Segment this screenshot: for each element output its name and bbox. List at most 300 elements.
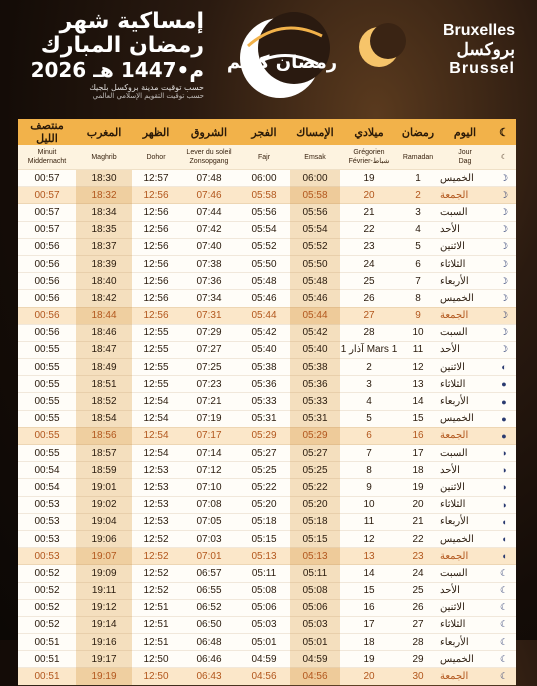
- maghrib-cell: 18:52: [76, 393, 132, 410]
- note-line2: حسب توقيت التقويم الإسلامي العالمي: [92, 91, 204, 100]
- ramadan-day-cell: 2: [398, 187, 438, 204]
- column-subheader: Dohor: [132, 145, 180, 170]
- midnight-cell: 00:55: [18, 376, 76, 393]
- fajr-cell: 05:18: [238, 513, 290, 530]
- emsak-cell: 05:06: [290, 599, 340, 616]
- fajr-cell: 05:31: [238, 410, 290, 427]
- dohor-cell: 12:52: [132, 530, 180, 547]
- gregorian-cell: 18: [340, 634, 398, 651]
- weekday-cell: الأحد: [438, 462, 492, 479]
- sunrise-cell: 07:05: [180, 513, 238, 530]
- table-row: [18, 479, 516, 496]
- sunrise-cell: 07:46: [180, 187, 238, 204]
- ramadan-day-cell: 20: [398, 496, 438, 513]
- ramadan-day-cell: 26: [398, 599, 438, 616]
- table-row: [18, 548, 516, 565]
- table-row: [18, 341, 516, 358]
- gregorian-cell: 11: [340, 513, 398, 530]
- emsak-cell: 05:38: [290, 359, 340, 376]
- sunrise-cell: 07:23: [180, 376, 238, 393]
- maghrib-cell: 19:11: [76, 582, 132, 599]
- dohor-cell: 12:53: [132, 513, 180, 530]
- midnight-cell: 00:55: [18, 393, 76, 410]
- header-row-arabic: [18, 119, 516, 145]
- sunrise-cell: 06:55: [180, 582, 238, 599]
- ramadan-day-cell: 7: [398, 273, 438, 290]
- table-row: [18, 651, 516, 668]
- moon-phase-icon: ☾: [492, 616, 516, 633]
- gregorian-cell: 7: [340, 445, 398, 462]
- city-dutch: Brussel: [449, 59, 515, 77]
- sunrise-cell: 07:27: [180, 341, 238, 358]
- maghrib-cell: 18:51: [76, 376, 132, 393]
- table-row: [18, 359, 516, 376]
- column-header: منتصف الليل: [18, 119, 76, 145]
- midnight-cell: 00:56: [18, 290, 76, 307]
- moon-subheader-icon: ☾: [492, 145, 516, 170]
- crescent-moon-icon: [356, 24, 402, 70]
- ramadan-day-cell: 5: [398, 238, 438, 255]
- midnight-cell: 00:51: [18, 668, 76, 685]
- fajr-cell: 05:15: [238, 530, 290, 547]
- gregorian-cell: 23: [340, 238, 398, 255]
- weekday-cell: الثلاثاء: [438, 255, 492, 272]
- timetable-body: [18, 170, 516, 686]
- ramadan-day-cell: 18: [398, 462, 438, 479]
- dohor-cell: 12:55: [132, 376, 180, 393]
- maghrib-cell: 19:16: [76, 634, 132, 651]
- weekday-cell: الثلاثاء: [438, 496, 492, 513]
- maghrib-cell: 18:44: [76, 307, 132, 324]
- moon-phase-icon: ☽: [492, 273, 516, 290]
- table-row: [18, 324, 516, 341]
- fajr-cell: 05:40: [238, 341, 290, 358]
- fajr-cell: 04:59: [238, 651, 290, 668]
- table-row: [18, 307, 516, 324]
- moon-phase-icon: ☾: [492, 668, 516, 685]
- column-header: ميلادي: [340, 119, 398, 145]
- weekday-cell: الاثنين: [438, 599, 492, 616]
- weekday-cell: السبت: [438, 324, 492, 341]
- fajr-cell: 05:46: [238, 290, 290, 307]
- fajr-cell: 06:00: [238, 170, 290, 187]
- moon-phase-icon: ◑: [492, 496, 516, 513]
- title-line1: إمساكية شهر: [59, 9, 204, 34]
- fajr-cell: 05:52: [238, 238, 290, 255]
- sunrise-cell: 07:42: [180, 221, 238, 238]
- gregorian-cell: 16: [340, 599, 398, 616]
- midnight-cell: 00:53: [18, 548, 76, 565]
- fajr-cell: 05:54: [238, 221, 290, 238]
- weekday-cell: الأحد: [438, 582, 492, 599]
- table-row: [18, 462, 516, 479]
- fajr-cell: 04:56: [238, 668, 290, 685]
- emsak-cell: 05:56: [290, 204, 340, 221]
- gregorian-cell: 12: [340, 530, 398, 547]
- emsak-cell: 04:56: [290, 668, 340, 685]
- column-subheader: Maghrib: [76, 145, 132, 170]
- ramadan-day-cell: 22: [398, 530, 438, 547]
- ramadan-day-cell: 19: [398, 479, 438, 496]
- city-block: [443, 22, 515, 78]
- dohor-cell: 12:52: [132, 565, 180, 582]
- moon-phase-icon: ☾: [492, 582, 516, 599]
- weekday-cell: الاثنين: [438, 359, 492, 376]
- dohor-cell: 12:54: [132, 445, 180, 462]
- fajr-cell: 05:56: [238, 204, 290, 221]
- header-row-latin: [18, 145, 516, 170]
- dohor-cell: 12:52: [132, 548, 180, 565]
- dohor-cell: 12:53: [132, 479, 180, 496]
- emsak-cell: 05:27: [290, 445, 340, 462]
- ramadan-day-cell: 12: [398, 359, 438, 376]
- dohor-cell: 12:54: [132, 393, 180, 410]
- moon-phase-icon: ☽: [492, 324, 516, 341]
- gregorian-cell: 27: [340, 307, 398, 324]
- sunrise-cell: 07:01: [180, 548, 238, 565]
- table-row: [18, 376, 516, 393]
- header: [0, 0, 537, 118]
- ramadan-day-cell: 29: [398, 651, 438, 668]
- emsak-cell: 05:03: [290, 616, 340, 633]
- moon-phase-icon: ◖: [492, 530, 516, 547]
- dohor-cell: 12:54: [132, 410, 180, 427]
- gregorian-cell: 20: [340, 668, 398, 685]
- weekday-cell: الأحد: [438, 221, 492, 238]
- weekday-cell: الأربعاء: [438, 634, 492, 651]
- ramadan-day-cell: 1: [398, 170, 438, 187]
- moon-phase-icon: ◑: [492, 479, 516, 496]
- midnight-cell: 00:52: [18, 582, 76, 599]
- sunrise-cell: 06:43: [180, 668, 238, 685]
- emsak-cell: 05:25: [290, 462, 340, 479]
- midnight-cell: 00:55: [18, 359, 76, 376]
- gregorian-cell: 19: [340, 651, 398, 668]
- fajr-cell: 05:01: [238, 634, 290, 651]
- fajr-cell: 05:03: [238, 616, 290, 633]
- column-subheader: Jour Dag: [438, 145, 492, 170]
- gregorian-cell: 10: [340, 496, 398, 513]
- gregorian-cell: 24: [340, 255, 398, 272]
- fajr-cell: 05:29: [238, 427, 290, 444]
- emsak-cell: 05:15: [290, 530, 340, 547]
- emsak-cell: 05:18: [290, 513, 340, 530]
- moon-phase-icon: ☽: [492, 255, 516, 272]
- maghrib-cell: 18:30: [76, 170, 132, 187]
- table-row: [18, 204, 516, 221]
- dohor-cell: 12:56: [132, 255, 180, 272]
- table-row: [18, 599, 516, 616]
- weekday-cell: الجمعة: [438, 668, 492, 685]
- fajr-cell: 05:25: [238, 462, 290, 479]
- column-subheader: Emsak: [290, 145, 340, 170]
- moon-phase-icon: ☾: [492, 599, 516, 616]
- column-subheader: Grégorien Février-شباط: [340, 145, 398, 170]
- fajr-cell: 05:11: [238, 565, 290, 582]
- emsak-cell: 05:31: [290, 410, 340, 427]
- table-row: [18, 273, 516, 290]
- dohor-cell: 12:51: [132, 616, 180, 633]
- column-header: الإمساك: [290, 119, 340, 145]
- gregorian-cell: 2: [340, 359, 398, 376]
- ramadan-day-cell: 8: [398, 290, 438, 307]
- sunrise-cell: 07:10: [180, 479, 238, 496]
- moon-phase-icon: ☾: [492, 565, 516, 582]
- gregorian-cell: 17: [340, 616, 398, 633]
- emsak-cell: 05:33: [290, 393, 340, 410]
- gregorian-cell: 1 آذار Mars 1: [340, 341, 398, 358]
- table-row: [18, 582, 516, 599]
- city-arabic: بروكسل: [456, 40, 515, 60]
- midnight-cell: 00:56: [18, 307, 76, 324]
- sunrise-cell: 07:17: [180, 427, 238, 444]
- ramadan-day-cell: 4: [398, 221, 438, 238]
- maghrib-cell: 19:19: [76, 668, 132, 685]
- fajr-cell: 05:44: [238, 307, 290, 324]
- table-row: [18, 238, 516, 255]
- ramadan-day-cell: 16: [398, 427, 438, 444]
- fajr-cell: 05:58: [238, 187, 290, 204]
- ramadan-day-cell: 10: [398, 324, 438, 341]
- city-french: Bruxelles: [442, 22, 515, 39]
- dohor-cell: 12:55: [132, 359, 180, 376]
- ramadan-day-cell: 27: [398, 616, 438, 633]
- fajr-cell: 05:36: [238, 376, 290, 393]
- maghrib-cell: 18:54: [76, 410, 132, 427]
- sunrise-cell: 07:48: [180, 170, 238, 187]
- sunrise-cell: 07:31: [180, 307, 238, 324]
- moon-phase-icon: ☾: [492, 634, 516, 651]
- dohor-cell: 12:53: [132, 462, 180, 479]
- emsak-cell: 05:20: [290, 496, 340, 513]
- sunrise-cell: 06:48: [180, 634, 238, 651]
- fajr-cell: 05:20: [238, 496, 290, 513]
- column-header: الفجر: [238, 119, 290, 145]
- midnight-cell: 00:54: [18, 479, 76, 496]
- moon-phase-icon: ☽: [492, 221, 516, 238]
- midnight-cell: 00:55: [18, 341, 76, 358]
- moon-phase-icon: ☽: [492, 290, 516, 307]
- moon-phase-icon: ☽: [492, 204, 516, 221]
- fajr-cell: 05:33: [238, 393, 290, 410]
- table-row: [18, 513, 516, 530]
- sunrise-cell: 07:19: [180, 410, 238, 427]
- emsak-cell: 05:50: [290, 255, 340, 272]
- moon-phase-icon: ☾: [492, 651, 516, 668]
- midnight-cell: 00:56: [18, 273, 76, 290]
- midnight-cell: 00:51: [18, 651, 76, 668]
- column-header: الظهر: [132, 119, 180, 145]
- dohor-cell: 12:55: [132, 324, 180, 341]
- gregorian-cell: 26: [340, 290, 398, 307]
- table-row: [18, 496, 516, 513]
- moon-phase-icon: ☽: [492, 307, 516, 324]
- fajr-cell: 05:22: [238, 479, 290, 496]
- maghrib-cell: 18:49: [76, 359, 132, 376]
- midnight-cell: 00:55: [18, 410, 76, 427]
- fajr-cell: 05:50: [238, 255, 290, 272]
- sunrise-cell: 07:08: [180, 496, 238, 513]
- midnight-cell: 00:57: [18, 170, 76, 187]
- gregorian-cell: 5: [340, 410, 398, 427]
- emsak-cell: 05:11: [290, 565, 340, 582]
- moon-phase-icon: ◖: [492, 548, 516, 565]
- table-row: [18, 427, 516, 444]
- emsak-cell: 05:44: [290, 307, 340, 324]
- midnight-cell: 00:56: [18, 255, 76, 272]
- gregorian-cell: 28: [340, 324, 398, 341]
- maghrib-cell: 18:37: [76, 238, 132, 255]
- maghrib-cell: 19:09: [76, 565, 132, 582]
- title-year: 2026 م•1447 هـ: [30, 57, 204, 82]
- table-row: [18, 565, 516, 582]
- maghrib-cell: 18:59: [76, 462, 132, 479]
- sunrise-cell: 06:46: [180, 651, 238, 668]
- gregorian-cell: 13: [340, 548, 398, 565]
- gregorian-cell: 25: [340, 273, 398, 290]
- moon-phase-icon: ◑: [492, 462, 516, 479]
- midnight-cell: 00:53: [18, 530, 76, 547]
- sunrise-cell: 07:14: [180, 445, 238, 462]
- title-block: [14, 10, 204, 100]
- table-row: [18, 668, 516, 685]
- table-row: [18, 530, 516, 547]
- maghrib-cell: 19:01: [76, 479, 132, 496]
- midnight-cell: 00:56: [18, 238, 76, 255]
- weekday-cell: الجمعة: [438, 548, 492, 565]
- gregorian-cell: 22: [340, 221, 398, 238]
- table-row: [18, 410, 516, 427]
- table-row: [18, 221, 516, 238]
- sunrise-cell: 06:57: [180, 565, 238, 582]
- maghrib-cell: 19:14: [76, 616, 132, 633]
- weekday-cell: السبت: [438, 445, 492, 462]
- maghrib-cell: 18:46: [76, 324, 132, 341]
- weekday-cell: السبت: [438, 204, 492, 221]
- maghrib-cell: 18:57: [76, 445, 132, 462]
- sunrise-cell: 07:36: [180, 273, 238, 290]
- moon-phase-icon: ●: [492, 376, 516, 393]
- maghrib-cell: 19:02: [76, 496, 132, 513]
- dohor-cell: 12:50: [132, 668, 180, 685]
- fajr-cell: 05:13: [238, 548, 290, 565]
- dohor-cell: 12:56: [132, 204, 180, 221]
- ramadan-day-cell: 3: [398, 204, 438, 221]
- gregorian-cell: 4: [340, 393, 398, 410]
- maghrib-cell: 18:40: [76, 273, 132, 290]
- maghrib-cell: 19:17: [76, 651, 132, 668]
- logo-text: رمضان كريم: [226, 52, 338, 73]
- dohor-cell: 12:55: [132, 341, 180, 358]
- sunrise-cell: 07:12: [180, 462, 238, 479]
- midnight-cell: 00:55: [18, 445, 76, 462]
- sunrise-cell: 06:52: [180, 599, 238, 616]
- column-subheader: Minuit Middernacht: [18, 145, 76, 170]
- column-subheader: Lever du soleil Zonsopgang: [180, 145, 238, 170]
- moon-phase-icon: ☽: [492, 170, 516, 187]
- fajr-cell: 05:08: [238, 582, 290, 599]
- emsak-cell: 05:48: [290, 273, 340, 290]
- ramadan-day-cell: 28: [398, 634, 438, 651]
- table-row: [18, 187, 516, 204]
- emsak-cell: 05:29: [290, 427, 340, 444]
- fajr-cell: 05:27: [238, 445, 290, 462]
- column-header: اليوم: [438, 119, 492, 145]
- emsak-cell: 06:00: [290, 170, 340, 187]
- emsak-cell: 05:54: [290, 221, 340, 238]
- emsak-cell: 05:40: [290, 341, 340, 358]
- dohor-cell: 12:51: [132, 599, 180, 616]
- dohor-cell: 12:56: [132, 290, 180, 307]
- ramadan-day-cell: 24: [398, 565, 438, 582]
- dohor-cell: 12:56: [132, 221, 180, 238]
- gregorian-cell: 19: [340, 170, 398, 187]
- midnight-cell: 00:57: [18, 221, 76, 238]
- emsak-cell: 05:01: [290, 634, 340, 651]
- moon-phase-icon: ☽: [492, 341, 516, 358]
- ramadan-kareem-logo: [222, 6, 342, 106]
- emsak-cell: 05:22: [290, 479, 340, 496]
- ramadan-day-cell: 14: [398, 393, 438, 410]
- fajr-cell: 05:38: [238, 359, 290, 376]
- gregorian-cell: 9: [340, 479, 398, 496]
- emsak-cell: 05:08: [290, 582, 340, 599]
- moon-phase-icon: ●: [492, 393, 516, 410]
- ramadan-day-cell: 6: [398, 255, 438, 272]
- table-row: [18, 445, 516, 462]
- maghrib-cell: 18:34: [76, 204, 132, 221]
- ramadan-day-cell: 30: [398, 668, 438, 685]
- gregorian-cell: 20: [340, 187, 398, 204]
- emsak-cell: 05:42: [290, 324, 340, 341]
- emsak-cell: 05:46: [290, 290, 340, 307]
- moon-phase-icon: ●: [492, 410, 516, 427]
- weekday-cell: الخميس: [438, 530, 492, 547]
- column-header: رمضان: [398, 119, 438, 145]
- midnight-cell: 00:53: [18, 496, 76, 513]
- sunrise-cell: 07:21: [180, 393, 238, 410]
- weekday-cell: الاثنين: [438, 238, 492, 255]
- weekday-cell: الأربعاء: [438, 273, 492, 290]
- weekday-cell: الأربعاء: [438, 513, 492, 530]
- maghrib-cell: 18:32: [76, 187, 132, 204]
- maghrib-cell: 18:56: [76, 427, 132, 444]
- midnight-cell: 00:52: [18, 616, 76, 633]
- fajr-cell: 05:42: [238, 324, 290, 341]
- weekday-cell: السبت: [438, 565, 492, 582]
- maghrib-cell: 19:06: [76, 530, 132, 547]
- gregorian-cell: 15: [340, 582, 398, 599]
- ramadan-day-cell: 11: [398, 341, 438, 358]
- dohor-cell: 12:56: [132, 273, 180, 290]
- title-line2: رمضان المبارك: [40, 32, 204, 58]
- dohor-cell: 12:52: [132, 582, 180, 599]
- midnight-cell: 00:51: [18, 634, 76, 651]
- sunrise-cell: 07:44: [180, 204, 238, 221]
- ramadan-day-cell: 15: [398, 410, 438, 427]
- ramadan-day-cell: 25: [398, 582, 438, 599]
- emsak-cell: 05:13: [290, 548, 340, 565]
- note-line1: حسب توقيت مدينة بروكسل بلجيك: [89, 83, 204, 93]
- maghrib-cell: 18:47: [76, 341, 132, 358]
- emsak-cell: 04:59: [290, 651, 340, 668]
- dohor-cell: 12:50: [132, 651, 180, 668]
- sunrise-cell: 06:50: [180, 616, 238, 633]
- maghrib-cell: 19:12: [76, 599, 132, 616]
- gregorian-cell: 3: [340, 376, 398, 393]
- weekday-cell: الخميس: [438, 651, 492, 668]
- midnight-cell: 00:52: [18, 565, 76, 582]
